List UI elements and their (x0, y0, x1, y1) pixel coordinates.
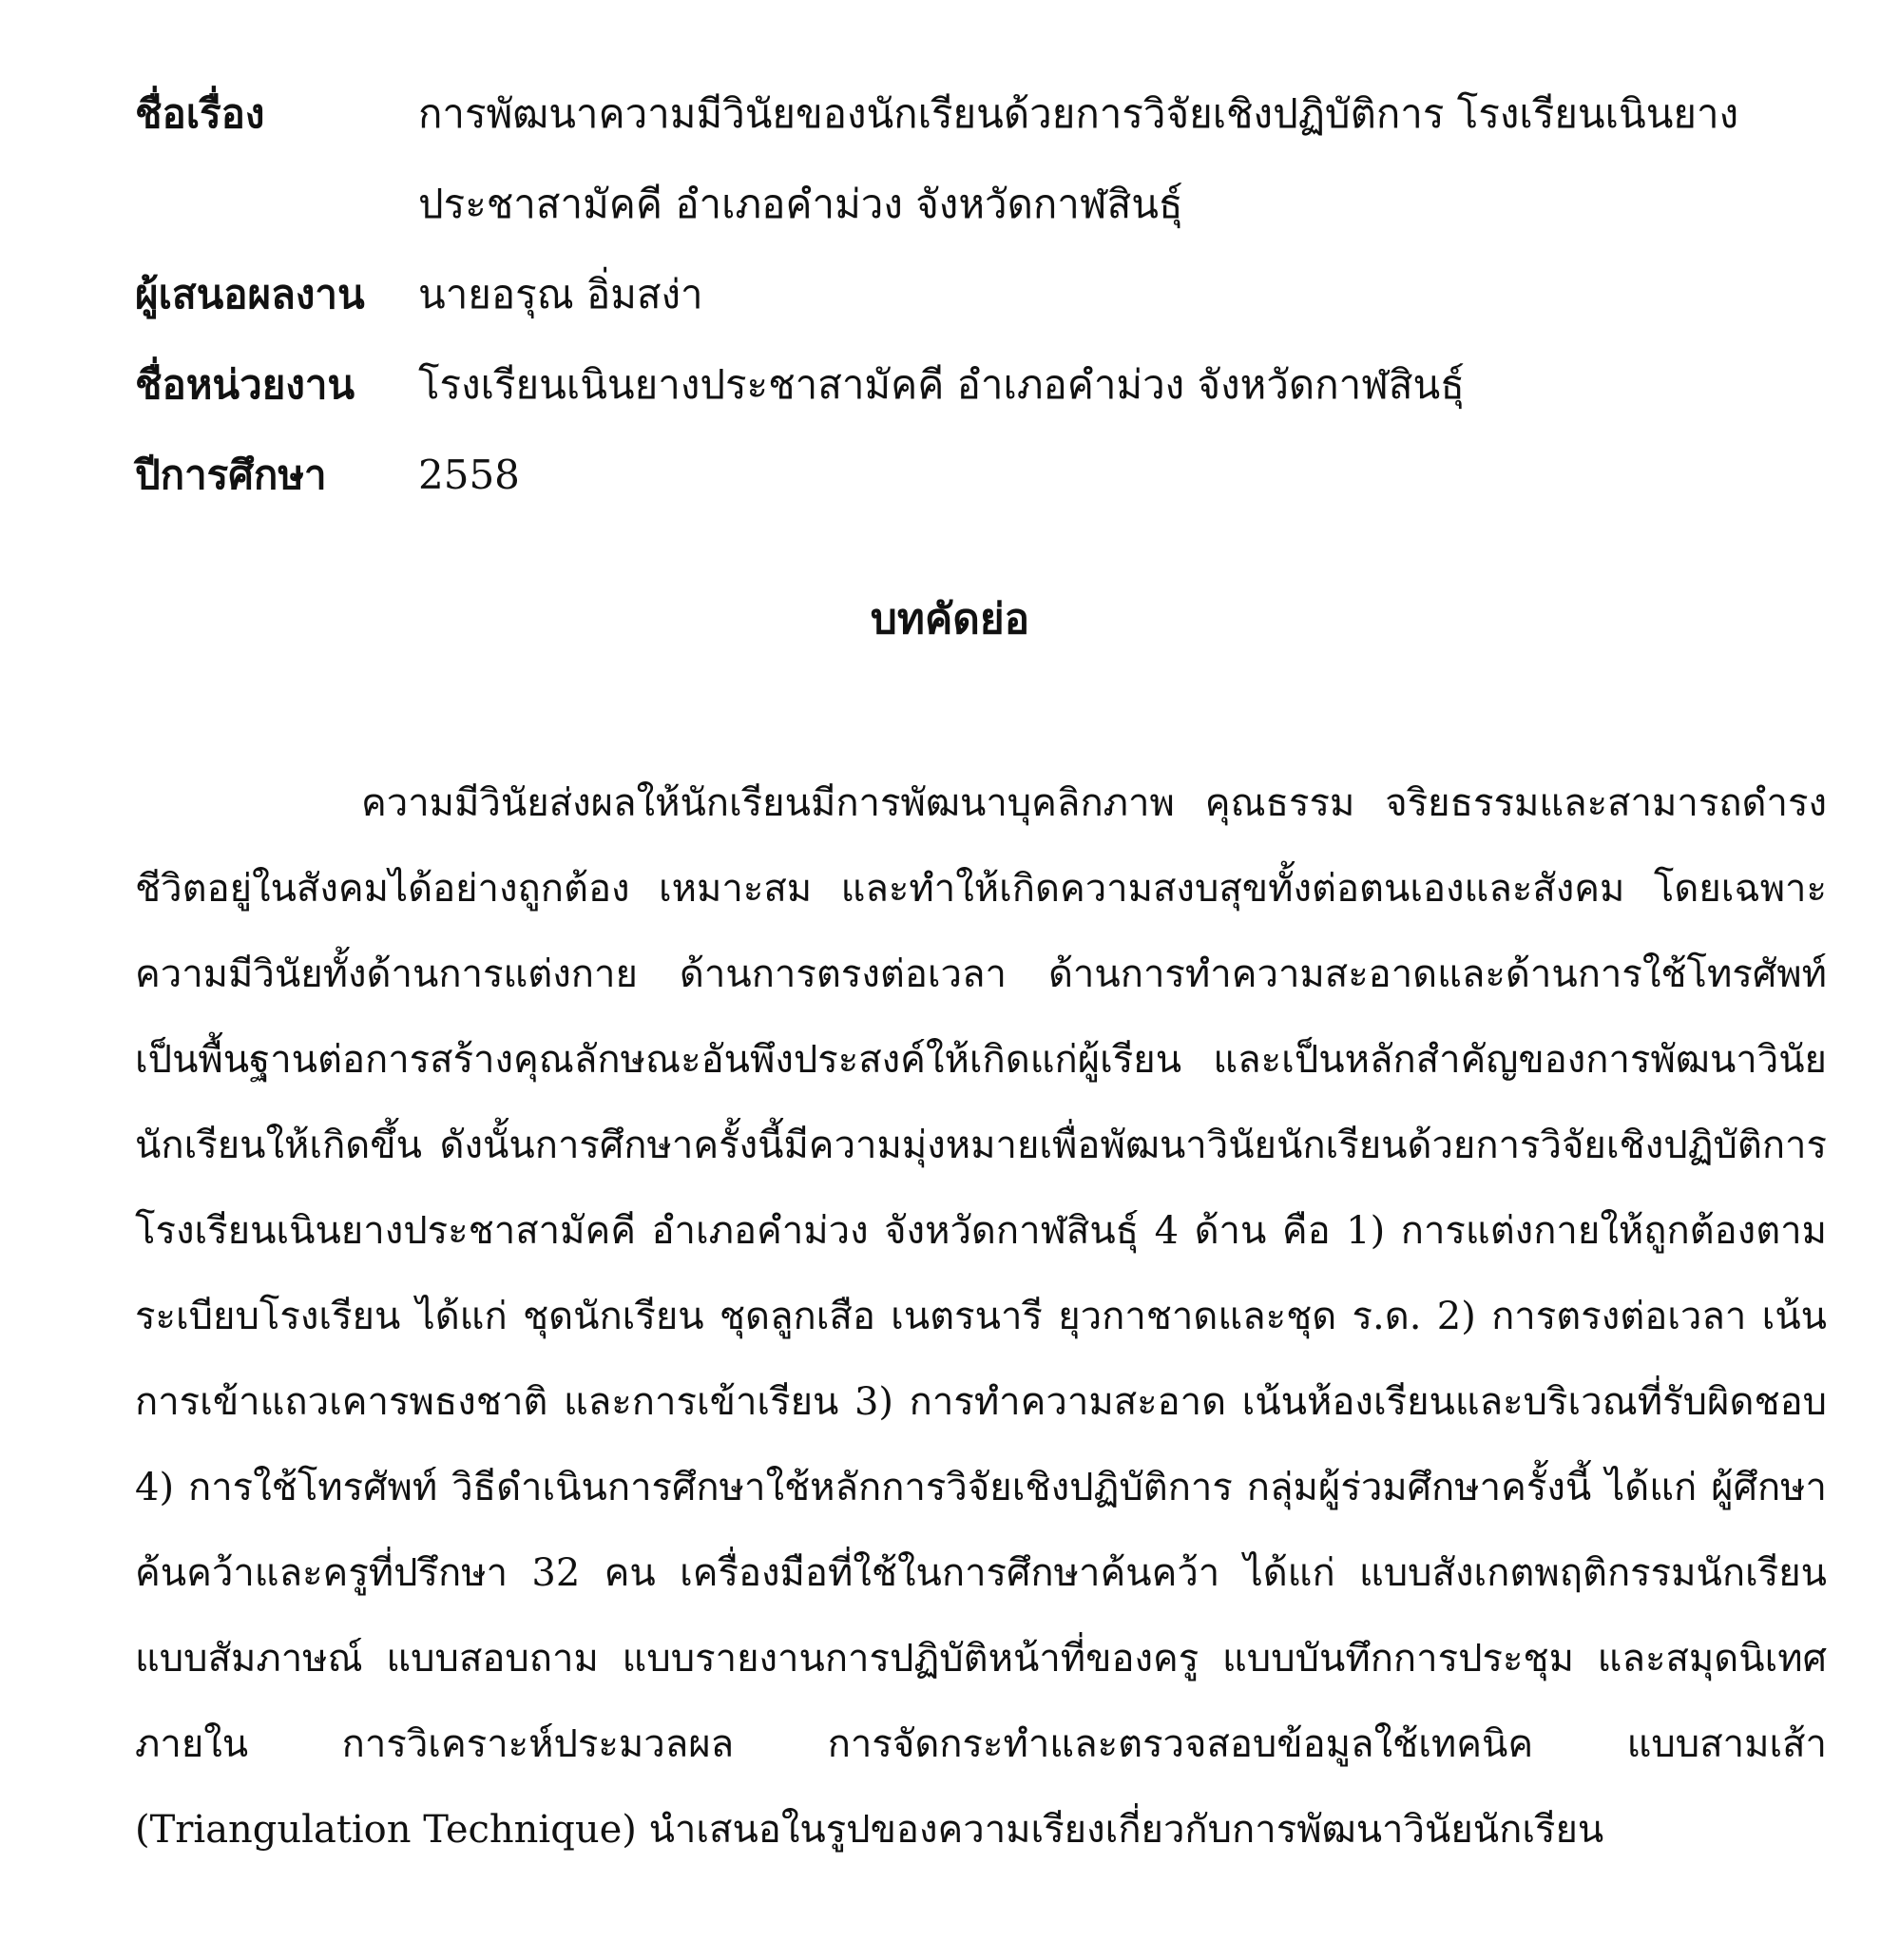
title-row (135, 68, 1808, 249)
abstract-body: ความมีวินัยส่งผลให้นักเรียนมีการพัฒนาบุคลิกภาพ คุณธรรม จริยธรรมและสามารถดำรงชีวิตอยู่ในสังคมได้อย่างถูกต้อง เหมาะสม และทำให้เกิดความสงบสุขทั้งต่อตนเองและสังคม โดยเฉพาะความมีวินัยทั้งด้านการแต่งกาย ด้านการตรงต่อเวลา ด้านการทำความสะอาดและด้านการใช้โทรศัพท์เป็นพื้นฐานต่อการสร้างคุณลักษณะอันพึงประสงค์ให้เกิดแก่ผู้เรียน และเป็นหลักสำคัญของการพัฒนาวินัยนักเรียนให้เกิดขึ้น ดังนั้นการศึกษาครั้งนี้มีความมุ่งหมายเพื่อพัฒนาวินัยนักเรียนด้วยการวิจัยเชิงปฏิบัติการ โรงเรียนเนินยางประชาสามัคคี อำเภอคำม่วง จังหวัดกาฬสินธุ์ 4 ด้าน คือ 1) การแต่งกายให้ถูกต้องตามระเบียบโรงเรียน ได้แก่ ชุดนักเรียน ชุดลูกเสือ เนตรนารี ยุวกาชาดและชุด ร.ด. 2) การตรงต่อเวลา เน้นการเข้าแถวเคารพธงชาติ และการเข้าเรียน 3) การทำความสะอาด เน้นห้องเรียนและบริเวณที่รับผิดชอบ 4) การใช้โทรศัพท์ วิธีดำเนินการศึกษาใช้หลักการวิจัยเชิงปฏิบัติการ กลุ่มผู้ร่วมศึกษาครั้งนี้ ได้แก่ ผู้ศึกษาค้นคว้าและครูที่ปรึกษา 32 คน เครื่องมือที่ใช้ในการศึกษาค้นคว้า ได้แก่ แบบสังเกตพฤติกรรมนักเรียน แบบสัมภาษณ์ แบบสอบถาม แบบรายงานการปฏิบัติหน้าที่ของครู แบบบันทึกการประชุม และสมุดนิเทศภายใน การวิเคราะห์ประมวลผล การจัดกระทำและตรวจสอบข้อมูลใช้เทคนิค แบบสามเส้า (Triangulation Technique) นำเสนอในรูปของความเรียงเกี่ยวกับการพัฒนาวินัยนักเรียน (135, 781, 1827, 1852)
title-label: ชื่อเรื่อง (135, 90, 265, 137)
author-label: ผู้เสนอผลงาน (135, 271, 365, 317)
author-row (135, 249, 1808, 339)
organization-row (135, 339, 1808, 430)
academic-year-label: ปีการศึกษา (135, 452, 327, 498)
author-value: นายอรุณ อิ่มสง่า (418, 271, 703, 317)
academic-year-value: 2558 (418, 452, 520, 498)
title-value: การพัฒนาความมีวินัยของนักเรียนด้วยการวิจัยเชิงปฏิบัติการ โรงเรียนเนินยางประชาสามัคคี อำเภอคำม่วง จังหวัดกาฬสินธุ์ (418, 90, 1739, 227)
organization-label: ชื่อหน่วยงาน (135, 361, 355, 408)
metadata-block (135, 68, 1808, 520)
academic-year-row (135, 430, 1808, 520)
organization-value: โรงเรียนเนินยางประชาสามัคคี อำเภอคำม่วง จังหวัดกาฬสินธุ์ (418, 361, 1465, 408)
abstract-heading: บทคัดย่อ (870, 595, 1030, 644)
